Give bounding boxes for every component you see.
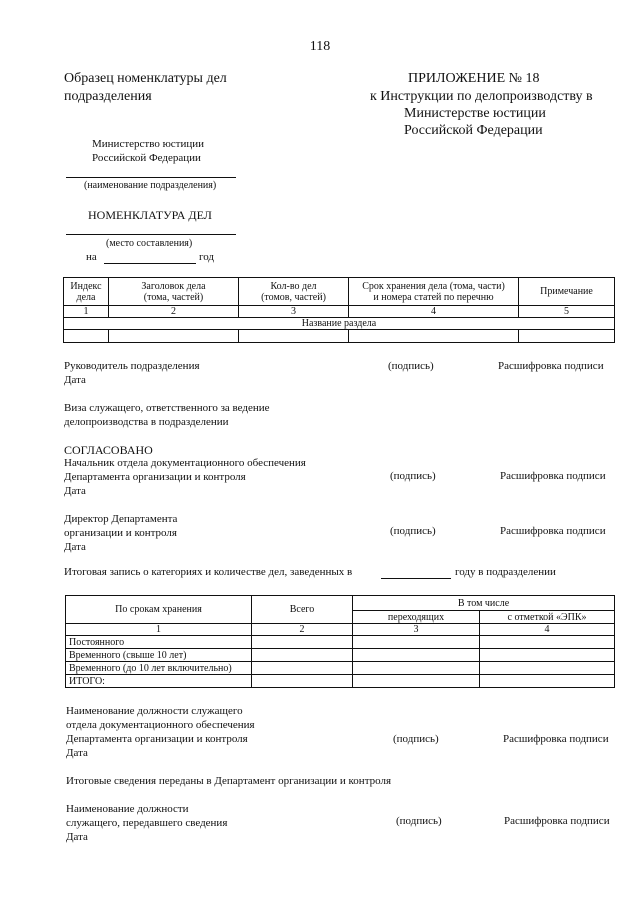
empty-cell xyxy=(349,330,519,343)
header-count: Кол-во дел (томов, частей) xyxy=(239,278,349,306)
final-line2: служащего, передавшего сведения xyxy=(66,817,228,829)
col-number: 1 xyxy=(66,624,252,636)
agreed-title: СОГЛАСОВАНО xyxy=(64,443,153,457)
header-left-line1: Образец номенклатуры дел xyxy=(64,71,227,86)
empty-cell xyxy=(519,330,615,343)
head-signature: (подпись) xyxy=(388,360,434,372)
col-number: 5 xyxy=(519,306,615,318)
empty-cell xyxy=(353,675,480,688)
empty-cell xyxy=(109,330,239,343)
col-number: 4 xyxy=(349,306,519,318)
header-epk: с отметкой «ЭПК» xyxy=(480,611,615,624)
header-including: В том числе xyxy=(353,596,615,611)
col-number: 3 xyxy=(239,306,349,318)
empty-cell xyxy=(64,330,109,343)
header-retention-period: По срокам хранения xyxy=(66,596,252,624)
transfer-line: Итоговые сведения переданы в Департамент организации и контроля xyxy=(66,775,392,787)
nomenclature-table xyxy=(63,277,615,343)
agreed-signature: (подпись) xyxy=(390,470,436,482)
director-signature: (подпись) xyxy=(390,525,436,537)
final-line1: Наименование должности xyxy=(66,803,189,815)
empty-cell xyxy=(252,649,353,662)
year-suffix: год xyxy=(199,251,215,263)
head-date: Дата xyxy=(64,374,86,386)
appendix-line3: Министерстве юстиции xyxy=(404,106,546,121)
empty-cell xyxy=(480,675,615,688)
summary-year-underline xyxy=(381,578,451,579)
col-number: 3 xyxy=(353,624,480,636)
final-signature-decode: Расшифровка подписи xyxy=(504,815,610,827)
summary-suffix: году в подразделении xyxy=(455,566,556,578)
appendix-line4: Российской Федерации xyxy=(404,123,543,138)
empty-cell xyxy=(480,662,615,675)
header-left-line2: подразделения xyxy=(64,89,152,104)
year-underline xyxy=(104,263,196,264)
col-number: 1 xyxy=(64,306,109,318)
agreed-signature-decode: Расшифровка подписи xyxy=(500,470,606,482)
final-date: Дата xyxy=(66,831,88,843)
empty-cell xyxy=(353,662,480,675)
visa-line2: делопроизводства в подразделении xyxy=(64,416,229,428)
year-prefix: на xyxy=(86,251,97,263)
head-signature-decode: Расшифровка подписи xyxy=(498,360,604,372)
appendix-line2: к Инструкции по делопроизводству в xyxy=(370,89,593,104)
place-underline xyxy=(66,234,236,235)
empty-cell xyxy=(480,636,615,649)
place-caption: (место составления) xyxy=(106,238,193,249)
row-label: Временного (свыше 10 лет) xyxy=(66,649,252,662)
visa-line1: Виза служащего, ответственного за ведение xyxy=(64,402,270,414)
position-line1: Наименование должности служащего xyxy=(66,705,243,717)
empty-cell xyxy=(353,636,480,649)
agreed-line1: Начальник отдела документационного обеспечения xyxy=(64,457,306,469)
empty-cell xyxy=(252,662,353,675)
empty-cell xyxy=(252,636,353,649)
header-carryover: переходящих xyxy=(353,611,480,624)
doc-title: НОМЕНКЛАТУРА ДЕЛ xyxy=(88,208,212,222)
empty-cell xyxy=(239,330,349,343)
header-note: Примечание xyxy=(519,278,615,306)
agreed-date: Дата xyxy=(64,485,86,497)
row-label: Постоянного xyxy=(66,636,252,649)
row-label: Временного (до 10 лет включительно) xyxy=(66,662,252,675)
position-line3: Департамента организации и контроля xyxy=(66,733,248,745)
dept-caption: (наименование подразделения) xyxy=(84,180,217,191)
director-signature-decode: Расшифровка подписи xyxy=(500,525,606,537)
head-position: Руководитель подразделения xyxy=(64,360,200,372)
col-number: 2 xyxy=(252,624,353,636)
empty-cell xyxy=(252,675,353,688)
header-retention: Срок хранения дела (тома, части) и номера статей по перечню xyxy=(349,278,519,306)
header-title: Заголовок дела (тома, частей) xyxy=(109,278,239,306)
empty-cell xyxy=(480,649,615,662)
position-date: Дата xyxy=(66,747,88,759)
col-number: 4 xyxy=(480,624,615,636)
director-date: Дата xyxy=(64,541,86,553)
director-line2: организации и контроля xyxy=(64,527,177,539)
summary-table xyxy=(65,595,615,688)
row-label-total: ИТОГО: xyxy=(66,675,252,688)
page-number: 118 xyxy=(309,39,331,54)
summary-prefix: Итоговая запись о категориях и количестве дел, заведенных в xyxy=(64,566,353,578)
director-line1: Директор Департамента xyxy=(64,513,178,525)
position-line2: отдела документационного обеспечения xyxy=(66,719,255,731)
dept-underline xyxy=(66,177,236,178)
final-signature: (подпись) xyxy=(396,815,442,827)
agreed-line2: Департамента организации и контроля xyxy=(64,471,246,483)
header-index: Индекс дела xyxy=(64,278,109,306)
empty-cell xyxy=(353,649,480,662)
position-signature: (подпись) xyxy=(393,733,439,745)
org-line2: Российской Федерации xyxy=(92,152,201,164)
header-total: Всего xyxy=(252,596,353,624)
org-line1: Министерство юстиции xyxy=(92,138,205,150)
position-signature-decode: Расшифровка подписи xyxy=(503,733,609,745)
appendix-title: ПРИЛОЖЕНИЕ № 18 xyxy=(408,71,540,86)
col-number: 2 xyxy=(109,306,239,318)
section-row: Название раздела xyxy=(64,318,615,330)
